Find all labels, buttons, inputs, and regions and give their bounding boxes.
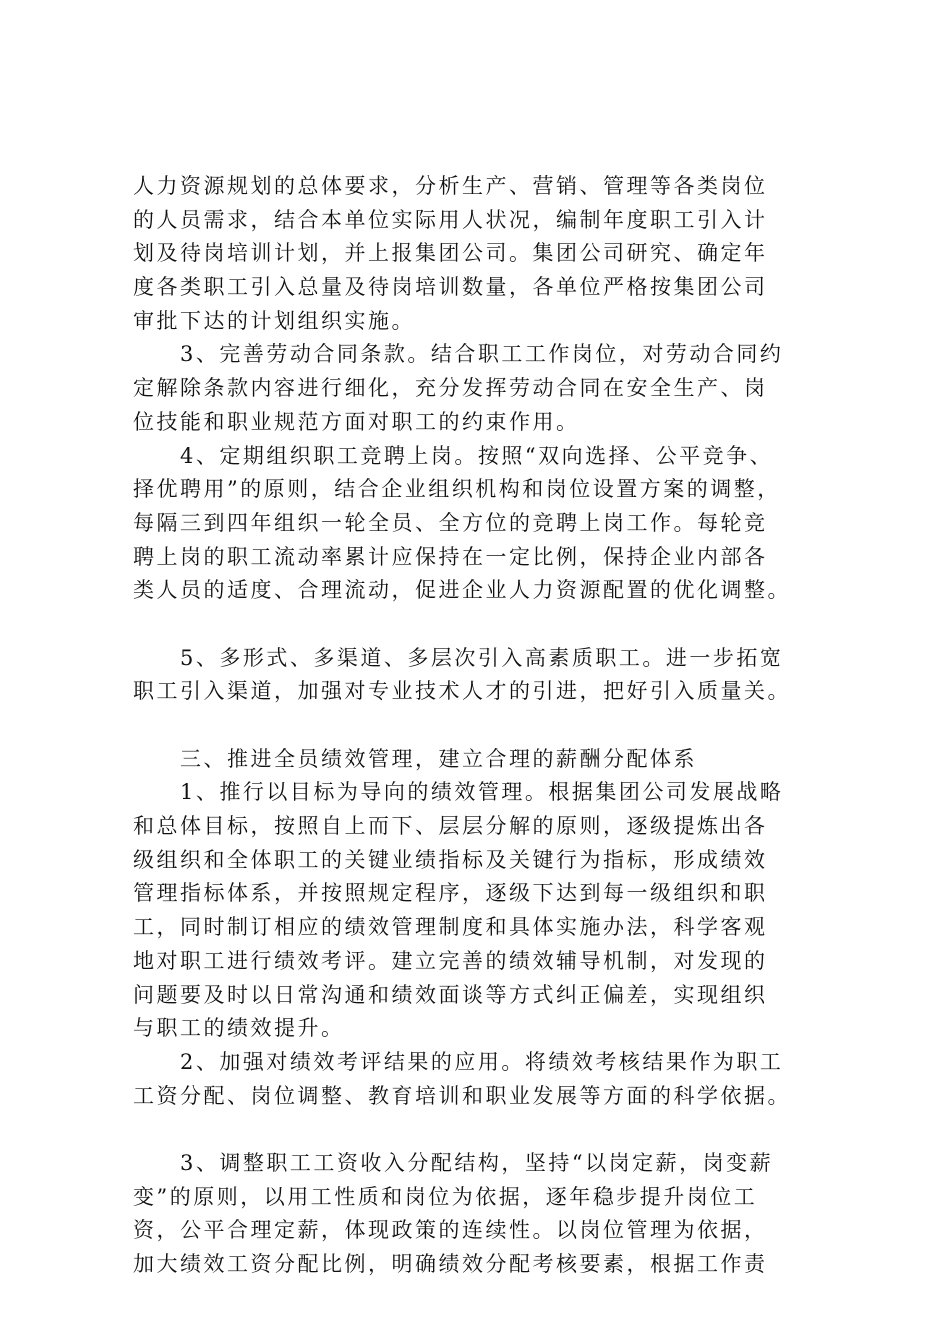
text-line: 问题要及时以日常沟通和绩效面谈等方式纠正偏差，实现组织 bbox=[133, 982, 768, 1007]
text-line: 工资分配、岗位调整、教育培训和职业发展等方面的科学依据。 bbox=[133, 1083, 791, 1108]
text-line: 管理指标体系，并按照规定程序，逐级下达到每一级组织和职 bbox=[133, 881, 768, 906]
text-line: 择优聘用”的原则，结合企业组织机构和岗位设置方案的调整， bbox=[133, 477, 781, 502]
text-line: 工，同时制订相应的绩效管理制度和具体实施办法，科学客观 bbox=[133, 915, 768, 940]
text-line: 每隔三到四年组织一轮全员、全方位的竞聘上岗工作。每轮竞 bbox=[133, 510, 768, 535]
text-line: 定解除条款内容进行细化，充分发挥劳动合同在安全生产、岗 bbox=[133, 376, 768, 401]
text-line: 类人员的适度、合理流动，促进企业人力资源配置的优化调整。 bbox=[133, 578, 791, 603]
text-line: 审批下达的计划组织实施。 bbox=[133, 308, 415, 333]
paragraph-gap bbox=[133, 709, 853, 743]
text-line: 位技能和职业规范方面对职工的约束作用。 bbox=[133, 409, 580, 434]
text-line: 职工引入渠道，加强对专业技术人才的引进，把好引入质量关。 bbox=[133, 679, 791, 704]
text-line: 5、多形式、多渠道、多层次引入高素质职工。进一步拓宽 bbox=[133, 645, 784, 670]
text-line: 4、定期组织职工竞聘上岗。按照“双向选择、公平竞争、 bbox=[133, 443, 774, 468]
text-line: 级组织和全体职工的关键业绩指标及关键行为指标，形成绩效 bbox=[133, 847, 768, 872]
text-line: 地对职工进行绩效考评。建立完善的绩效辅导机制，对发现的 bbox=[133, 948, 768, 973]
text-line: 3、调整职工工资收入分配结构，坚持“以岗定薪，岗变薪 bbox=[133, 1150, 774, 1175]
text-line: 和总体目标，按照自上而下、层层分解的原则，逐级提炼出各 bbox=[133, 814, 768, 839]
text-line: 3、完善劳动合同条款。结合职工工作岗位，对劳动合同约 bbox=[133, 342, 784, 367]
text-line: 2、加强对绩效考评结果的应用。将绩效考核结果作为职工 bbox=[133, 1049, 784, 1074]
paragraph-gap bbox=[133, 1113, 853, 1147]
text-line: 的人员需求，结合本单位实际用人状况，编制年度职工引入计 bbox=[133, 207, 768, 232]
text-line: 资，公平合理定薪，体现政策的连续性。以岗位管理为依据， bbox=[133, 1218, 768, 1243]
text-line: 1、推行以目标为导向的绩效管理。根据集团公司发展战略 bbox=[133, 780, 784, 805]
text-line: 人力资源规划的总体要求，分析生产、营销、管理等各类岗位 bbox=[133, 174, 768, 198]
text-line: 划及待岗培训计划，并上报集团公司。集团公司研究、确定年 bbox=[133, 241, 768, 266]
text-line: 加大绩效工资分配比例，明确绩效分配考核要素，根据工作责 bbox=[133, 1252, 768, 1276]
document-body bbox=[133, 170, 853, 1282]
text-line: 度各类职工引入总量及待岗培训数量，各单位严格按集团公司 bbox=[133, 275, 768, 300]
paragraph-gap bbox=[133, 608, 853, 642]
text-line: 变”的原则，以用工性质和岗位为依据，逐年稳步提升岗位工 bbox=[133, 1184, 758, 1209]
section-heading: 三、推进全员绩效管理，建立合理的薪酬分配体系 bbox=[133, 746, 697, 771]
text-line: 与职工的绩效提升。 bbox=[133, 1016, 345, 1041]
text-line: 聘上岗的职工流动率累计应保持在一定比例，保持企业内部各 bbox=[133, 544, 768, 569]
